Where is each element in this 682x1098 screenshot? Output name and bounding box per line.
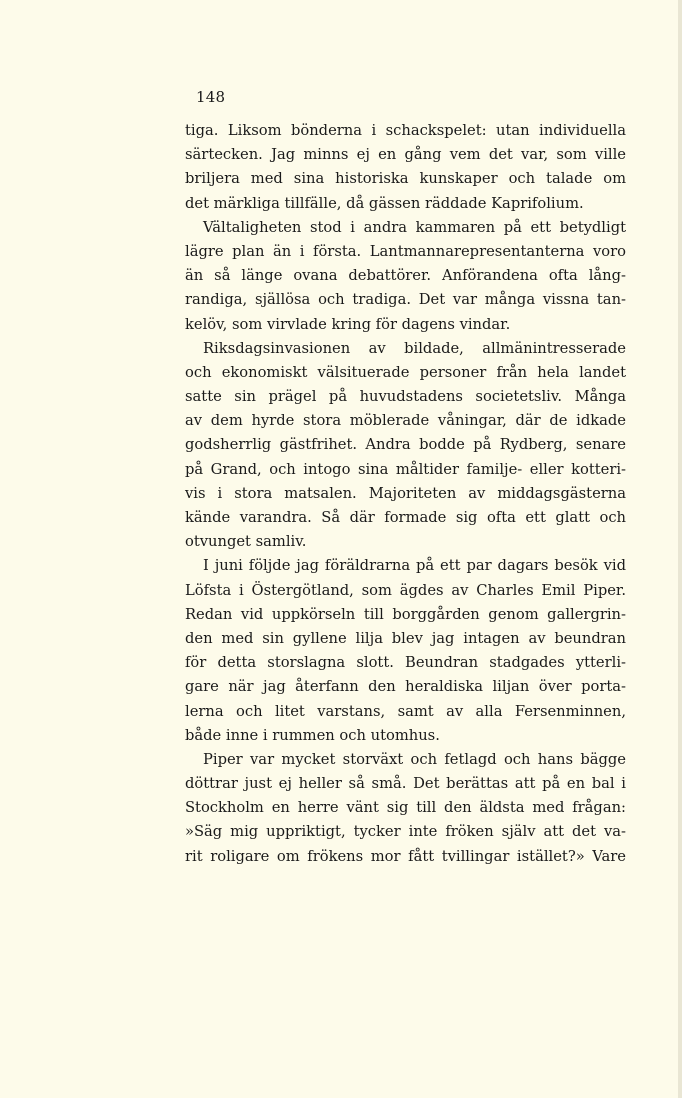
text-line: särtecken. Jag minns ej en gång vem det var, som ville [185,146,626,164]
text-line: lerna och litet varstans, samt av alla Fersenminnen, [185,702,626,720]
text-line: »Säg mig uppriktigt, tycker inte fröken själv att det va- [185,823,626,841]
text-line: på Grand, och intogo sina måltider familje- eller kotteri- [185,460,626,478]
text-line: den med sin gyllene lilja blev jag intagen av beundran [185,629,626,647]
text-line: tiga. Liksom bönderna i schackspelet: utan individuella [185,122,626,139]
text-line: Löfsta i Östergötland, som ägdes av Charles Emil Piper. [185,581,626,599]
text-line: vis i stora matsalen. Majoriteten av middagsgästerna [185,484,626,502]
text-line: Stockholm en herre vänt sig till den äldsta med frågan: [185,799,626,817]
text-line: och ekonomiskt välsituerade personer från hela landet [185,363,626,381]
text-line: otvunget samliv. [185,533,307,551]
text-line: av dem hyrde stora möblerade våningar, där de idkade [185,412,626,430]
text-line: godsherrlig gästfrihet. Andra bodde på Rydberg, senare [185,436,626,454]
text-line: Piper var mycket storväxt och fetlagd och hans bägge [203,750,626,768]
text-line: Vältaligheten stod i andra kammaren på ett betydligt [203,218,626,236]
body-text [185,119,626,869]
text-line: Redan vid uppkörseln till borggården genom gallergrin- [185,605,626,623]
page-number: 148 [196,88,226,106]
text-line: än så länge ovana debattörer. Anförandena ofta lång- [185,267,626,285]
text-line: lägre plan än i första. Lantmannarepresentanterna voro [185,242,626,260]
text-line: rit roligare om frökens mor fått tvillingar istället?» Vare [185,847,626,865]
text-line: satte sin prägel på huvudstadens societetsliv. Många [185,388,626,406]
text-line: gare när jag återfann den heraldiska liljan över porta- [185,678,626,696]
text-line: det märkliga tillfälle, då gässen räddade Kaprifolium. [185,194,584,212]
text-line: briljera med sina historiska kunskaper och talade om [185,170,626,188]
text-line: kelöv, som virvlade kring för dagens vindar. [185,315,511,333]
text-line: både inne i rummen och utomhus. [185,726,440,744]
text-line: I juni följde jag föräldrarna på ett par dagars besök vid [203,557,626,575]
text-line: Riksdagsinvasionen av bildade, allmänintresserade [203,339,626,357]
text-line: randiga, själlösa och tradiga. Det var många vissna tan- [185,291,626,309]
text-line: döttrar just ej heller så små. Det berättas att på en bal i [185,775,626,793]
text-line: kände varandra. Så där formade sig ofta ett glatt och [185,509,626,526]
text-line: för detta storslagna slott. Beundran stadgades ytterli- [185,654,626,672]
